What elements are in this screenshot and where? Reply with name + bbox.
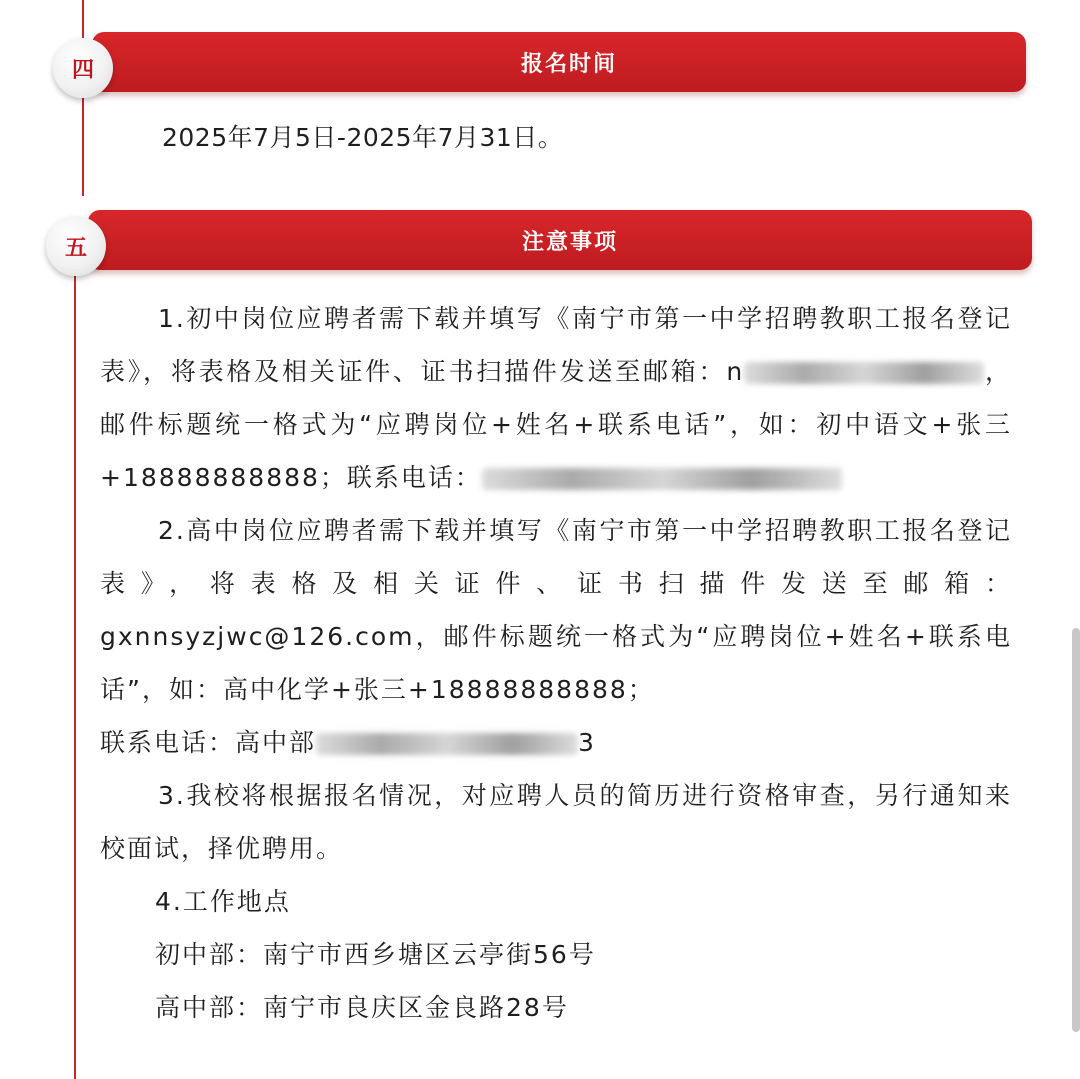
registration-period: 2025年7月5日-2025年7月31日。 [162,123,564,152]
blurred-email [744,362,984,384]
note-item-3: 3.我校将根据报名情况，对应聘人员的简历进行资格审查，另行通知来校面试，择优聘用。 [100,781,1012,863]
blurred-phone-senior [316,733,578,755]
timeline-line-bottom [74,230,76,1079]
note-item-2-phone: 联系电话：高中部 3 [100,728,596,757]
section-4-banner [92,32,1026,92]
address-senior: 高中部：南宁市良庆区金良路28号 [155,993,569,1022]
address-junior: 初中部：南宁市西乡塘区云亭街56号 [155,940,596,969]
scrollbar[interactable] [1072,628,1080,1032]
section-5-badge: 五 [46,216,106,276]
email-hint: n [726,357,745,386]
blurred-phone-junior [482,468,842,490]
note-item-1: 1.初中岗位应聘者需下载并填写《南宁市第一中学招聘教职工报名登记表》，将表格及相关证件、证书扫描件发送至邮箱：n ，邮件标题统一格式为“应聘岗位+姓名+联系电话”，如：初中语文+张三+18888888888；联系电话： [100,304,1012,492]
section-4-title: 报名时间 [520,51,617,77]
section-5-banner [88,210,1032,270]
notes-content [100,292,1012,1034]
section-5-title: 注意事项 [521,229,618,255]
note-item-2: 2.高中岗位应聘者需下载并填写《南宁市第一中学招聘教职工报名登记表》，将表格及相关证件、证书扫描件发送至邮箱：gxnnsyzjwc@126.com，邮件标题统一格式为“应聘岗位+姓名+联系电话”，如：高中化学+张三+18888888888； [100,516,1012,704]
timeline-line-top [82,0,84,196]
section-4-badge: 四 [53,38,113,98]
note-item-4-heading: 4.工作地点 [155,887,291,916]
